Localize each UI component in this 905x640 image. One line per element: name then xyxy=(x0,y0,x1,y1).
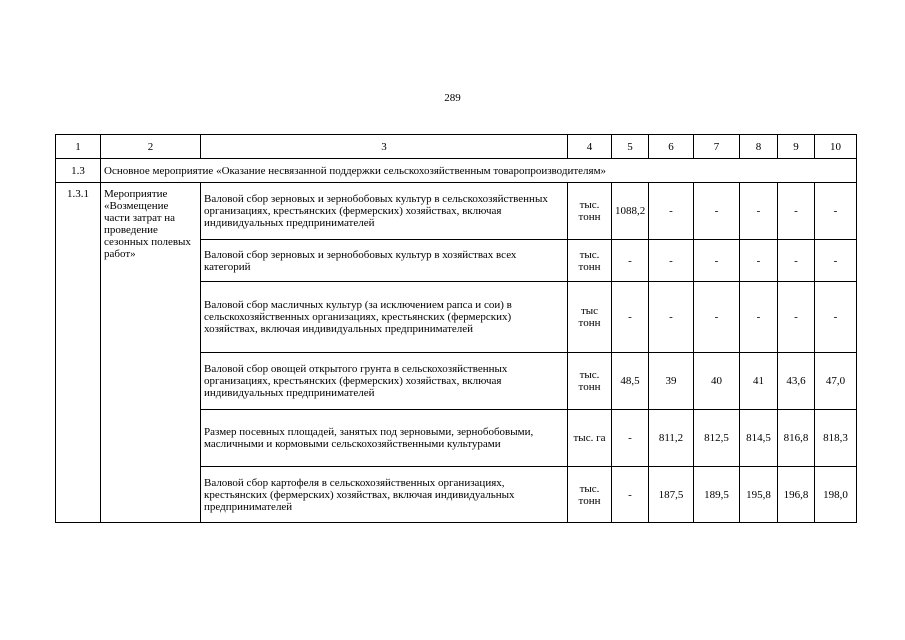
value-cell: - xyxy=(740,183,778,240)
column-number: 4 xyxy=(568,135,612,159)
value-cell: - xyxy=(694,240,740,282)
value-cell: 814,5 xyxy=(740,410,778,467)
column-number: 7 xyxy=(694,135,740,159)
value-cell: 811,2 xyxy=(649,410,694,467)
column-number: 1 xyxy=(56,135,101,159)
indicator-name: Валовой сбор зерновых и зернобобовых культур в хозяйствах всех категорий xyxy=(201,240,568,282)
column-number: 9 xyxy=(778,135,815,159)
unit-cell: тыс. тонн xyxy=(568,353,612,410)
value-cell: - xyxy=(612,467,649,523)
value-cell: 1088,2 xyxy=(612,183,649,240)
column-number: 8 xyxy=(740,135,778,159)
value-cell: 39 xyxy=(649,353,694,410)
value-cell: 41 xyxy=(740,353,778,410)
value-cell: 196,8 xyxy=(778,467,815,523)
measure-code: 1.3.1 xyxy=(56,183,101,523)
value-cell: 48,5 xyxy=(612,353,649,410)
value-cell: - xyxy=(694,183,740,240)
value-cell: 189,5 xyxy=(694,467,740,523)
value-cell: - xyxy=(694,282,740,353)
value-cell: 187,5 xyxy=(649,467,694,523)
table-row xyxy=(56,183,857,240)
value-cell: - xyxy=(815,183,857,240)
value-cell: 812,5 xyxy=(694,410,740,467)
value-cell: - xyxy=(815,282,857,353)
unit-cell: тыс. тонн xyxy=(568,183,612,240)
section-row xyxy=(56,159,857,183)
page-number: 289 xyxy=(444,92,461,104)
value-cell: - xyxy=(612,240,649,282)
value-cell: 816,8 xyxy=(778,410,815,467)
value-cell: 40 xyxy=(694,353,740,410)
indicator-name: Размер посевных площадей, занятых под зерновыми, зернобобовыми, масличными и кормовыми сельскохозяйственными культурами xyxy=(201,410,568,467)
indicator-name: Валовой сбор масличных культур (за исключением рапса и сои) в сельскохозяйственных организациях, крестьянских (фермерских) хозяйствах, включая индивидуальных предпринимателей xyxy=(201,282,568,353)
value-cell: - xyxy=(612,410,649,467)
value-cell: - xyxy=(740,282,778,353)
value-cell: - xyxy=(815,240,857,282)
value-cell: - xyxy=(778,183,815,240)
value-cell: 818,3 xyxy=(815,410,857,467)
unit-cell: тыс тонн xyxy=(568,282,612,353)
value-cell: - xyxy=(740,240,778,282)
indicator-name: Валовой сбор зерновых и зернобобовых культур в сельскохозяйственных организациях, крестьянских (фермерских) хозяйствах, включая индивидуальных предпринимателей xyxy=(201,183,568,240)
value-cell: - xyxy=(649,183,694,240)
indicators-table xyxy=(55,134,857,523)
column-number-row xyxy=(56,135,857,159)
section-title: Основное мероприятие «Оказание несвязанной поддержки сельскохозяйственным товаропроизводителям» xyxy=(101,159,857,183)
value-cell: - xyxy=(612,282,649,353)
unit-cell: тыс. тонн xyxy=(568,240,612,282)
indicator-name: Валовой сбор овощей открытого грунта в сельскохозяйственных организациях, крестьянских (фермерских) хозяйствах, включая индивидуальных предпринимателей xyxy=(201,353,568,410)
value-cell: - xyxy=(778,240,815,282)
value-cell: - xyxy=(778,282,815,353)
measure-name: Мероприятие «Возмещение части затрат на проведение сезонных полевых работ» xyxy=(101,183,201,523)
section-code: 1.3 xyxy=(56,159,101,183)
column-number: 5 xyxy=(612,135,649,159)
column-number: 2 xyxy=(101,135,201,159)
value-cell: 47,0 xyxy=(815,353,857,410)
column-number: 10 xyxy=(815,135,857,159)
value-cell: - xyxy=(649,282,694,353)
column-number: 6 xyxy=(649,135,694,159)
column-number: 3 xyxy=(201,135,568,159)
value-cell: 195,8 xyxy=(740,467,778,523)
value-cell: - xyxy=(649,240,694,282)
value-cell: 43,6 xyxy=(778,353,815,410)
unit-cell: тыс. тонн xyxy=(568,467,612,523)
value-cell: 198,0 xyxy=(815,467,857,523)
unit-cell: тыс. га xyxy=(568,410,612,467)
indicator-name: Валовой сбор картофеля в сельскохозяйственных организациях, крестьянских (фермерских) хозяйствах, включая индивидуальных предпринимателей xyxy=(201,467,568,523)
